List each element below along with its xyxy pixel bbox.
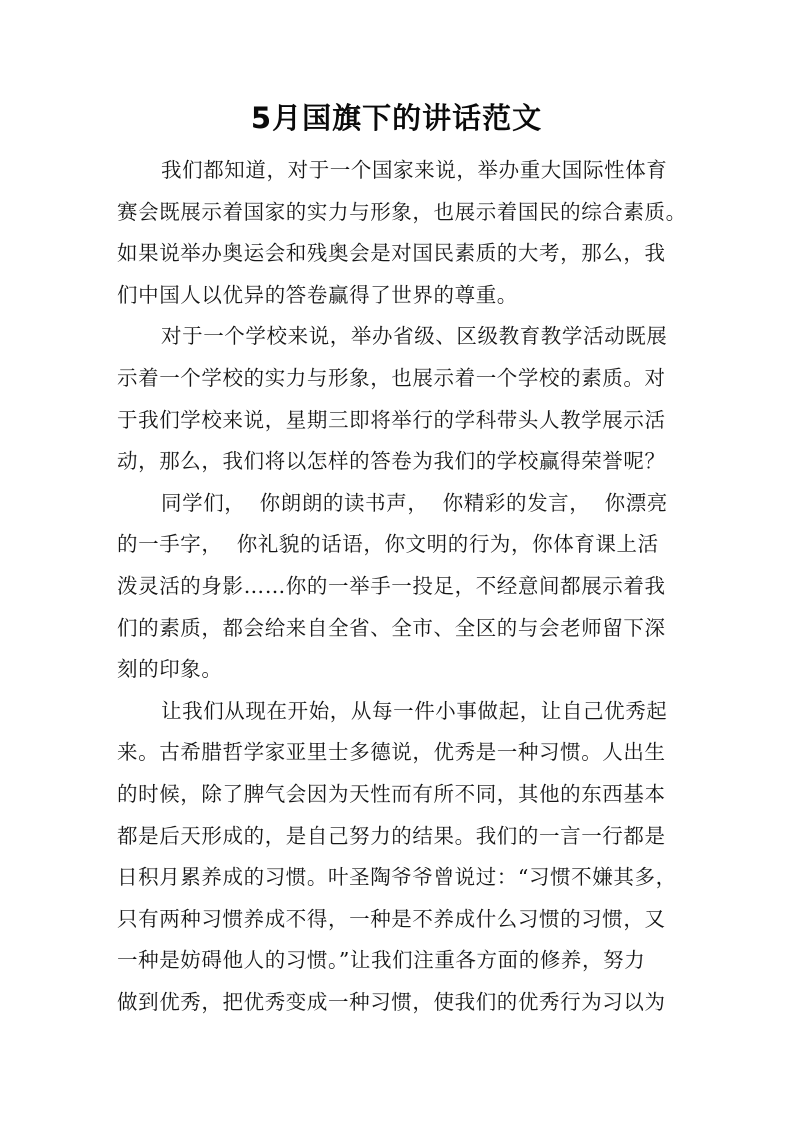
paragraph-line: 让我们从现在开始，从每一件小事做起，让自己优秀起 bbox=[161, 698, 668, 723]
paragraph-line: 来。古希腊哲学家亚里士多德说，优秀是一种习惯。人出生 bbox=[117, 740, 666, 765]
paragraph-line: 只有两种习惯养成不得，一种是不养成什么习惯的习惯，又 bbox=[117, 906, 666, 931]
paragraph-line: 于我们学校来说，星期三即将举行的学科带头人教学展示活 bbox=[117, 407, 666, 432]
document-body bbox=[117, 150, 687, 1023]
paragraph-line: 日积月累养成的习惯。叶圣陶爷爷曾说过：“习惯不嫌其多， bbox=[117, 865, 677, 890]
paragraph-line: 一种是妨碍他人的习惯。”让我们注重各方面的修养，努力 bbox=[117, 948, 646, 973]
paragraph-4 bbox=[117, 691, 682, 1024]
paragraph-line: 同学们， 你朗朗的读书声， 你精彩的发言， 你漂亮 bbox=[161, 490, 668, 515]
paragraph-line: 们的素质，都会给来自全省、全市、全区的与会老师留下深 bbox=[117, 615, 666, 640]
paragraph-line: 的一手字， 你礼貌的话语，你文明的行为，你体育课上活 bbox=[117, 532, 659, 557]
paragraph-2 bbox=[117, 316, 682, 482]
paragraph-line: 对于一个学校来说，举办省级、区级教育教学活动既展 bbox=[161, 324, 668, 349]
paragraph-line: 刻的印象。 bbox=[117, 657, 223, 682]
paragraph-line: 如果说举办奥运会和残奥会是对国民素质的大考，那么，我 bbox=[117, 241, 666, 266]
paragraph-line: 我们都知道，对于一个国家来说，举办重大国际性体育 bbox=[161, 158, 668, 182]
paragraph-line: 动，那么，我们将以怎样的答卷为我们的学校赢得荣誉呢？ bbox=[117, 449, 666, 474]
paragraph-line: 的时候，除了脾气会因为天性而有所不同，其他的东西基本 bbox=[117, 781, 666, 806]
paragraph-line: 们中国人以优异的答卷赢得了世界的尊重。 bbox=[117, 282, 518, 307]
paragraph-line: 都是后天形成的，是自己努力的结果。我们的一言一行都是 bbox=[117, 823, 666, 848]
paragraph-line: 泼灵活的身影……你的一举手一投足，不经意间都展示着我 bbox=[117, 573, 666, 598]
paragraph-line: 赛会既展示着国家的实力与形象，也展示着国民的综合素质。 bbox=[117, 199, 687, 224]
paragraph-3 bbox=[117, 483, 682, 691]
document-title: 5月国旗下的讲话范文 bbox=[250, 101, 543, 135]
paragraph-line: 示着一个学校的实力与形象，也展示着一个学校的素质。对 bbox=[117, 365, 666, 390]
paragraph-line: 做到优秀，把优秀变成一种习惯，使我们的优秀行为习以为 bbox=[117, 989, 666, 1014]
paragraph-1 bbox=[117, 150, 687, 316]
